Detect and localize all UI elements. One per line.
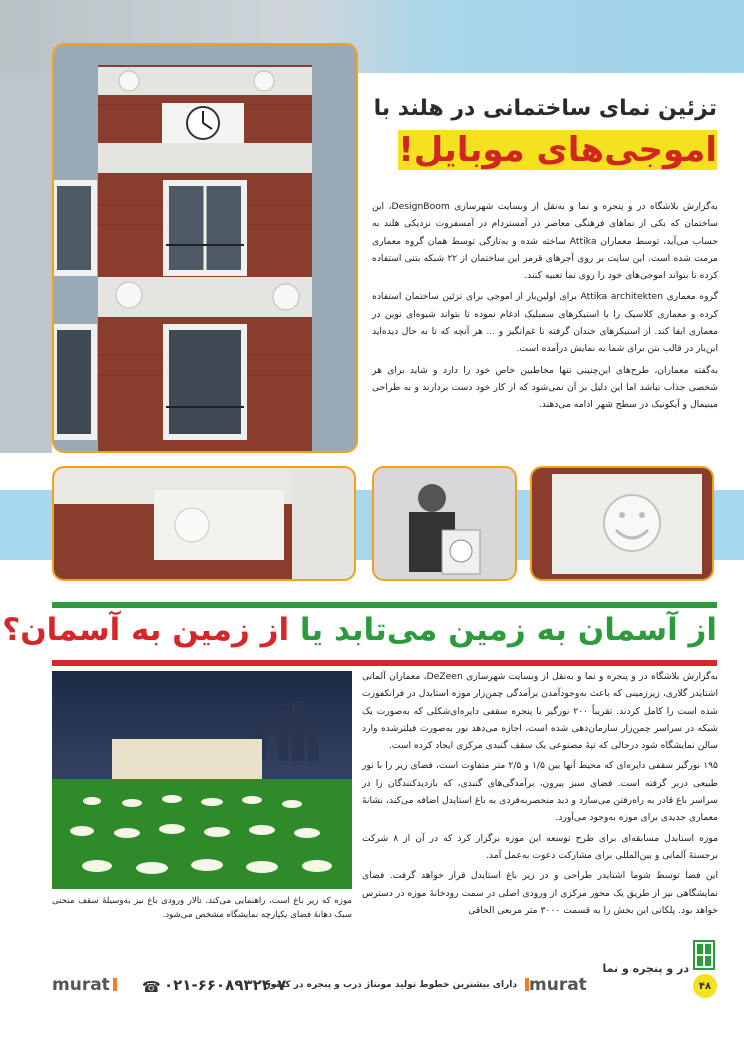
article1-paragraph-2: گروه معماری Attika architekten برای اولین‌بار از اموجی برای تزئین ساختمان استفاده کرده و معماری کلاسیک را با استیکرهای سمبلیک ادغام نموده تا بتواند شیوه‌ای نوین در معماری ایفا کند. از استیکرهای خندان گرفته تا غم‌انگیز و ... هر آنچه که تا به حال دیده‌اید این‌بار در قالب بتن برای شما به نمایش درآمده است. — [372, 291, 718, 355]
architect-photo — [372, 466, 517, 581]
article1-title-highlight: اموجی‌های موبایل! — [398, 130, 717, 170]
article1-paragraph-1: به‌گزارش بلاشگاه در و پنجره و نما و به‌نقل از وبسایت شهرسازی DesignBoom، این ساختمان که یکی از نماهای فرهنگی معاصر در آمستردام در آمسفروت نزدیکی هلند به حساب می‌آید، توسط معماران Attika ساخته شده و به‌تازگی توسط همان گروه معماری مرمت شده است. این سایت بر روی آجرهای قرمز این ساختمان از ۲۲ شبکه بتنی استفاده کرده تا بتواند اموجی‌های خود را روی نما تعبیه کنند. — [372, 201, 719, 282]
article1-paragraph-3: به‌گفته معماران، طرح‌های این‌چنینی تنها مخاطبین خاص خود را دارد و شاید برای هر شخصی جذاب نباشد اما این دلیل بر آن نمی‌شود که از کار خود دست بردارند و به طراحی مینیمال و آیکونیک در سطح شهر ادامه می‌دهند. — [372, 364, 718, 411]
article2-paragraph-3: موزه استایدل مسابقه‌ای برای طرح توسعه این موزه برگزار کرد که در آن از ۸ شرکت برجستهٔ آلمانی و بین‌المللی برای مشارکت دعوت به‌عمل آمد. — [362, 832, 718, 861]
footer — [52, 938, 717, 1008]
red-separator — [52, 660, 717, 666]
article1-title-line2 — [362, 130, 717, 170]
article2-headline-part1: از آسمان به زمین می‌تابد یا — [299, 612, 717, 648]
article2-body — [362, 668, 718, 919]
page-number: ۴۸ — [698, 980, 712, 992]
logo-text-right: murat — [529, 975, 587, 995]
article2-headline — [2, 612, 717, 648]
logo-text-left: murat — [52, 975, 110, 995]
page-number-badge — [693, 974, 717, 998]
article2-paragraph-2: ۱۹۵ نورگیر سقفی دایره‌ای که محیط آنها بین ۱/۵ و ۲/۵ متر متفاوت است، فضای زیر را با نور طبیعی دربر گرفته است. فضای سبز بیرون، برآمدگی‌های گنبدی، که بازدیدکنندگان را در سراسر باغ قادر به راه‌رفتن می‌سازد و دید منحصربه‌فردی به باغ استایدل اضافه می‌کند، نشانهٔ معماری جدیدی برای موزه به‌وجود می‌آورد. — [362, 760, 718, 824]
article2-paragraph-4: این فضا توسط شوما اشتایدر طراحی و در زیر باغ استایدل قرار خواهد گرفت. فضای نمایشگاهی نیز از طریق یک محور مرکزی از ورودی اصلی در سمت رودخانهٔ موزه در دسترس خواهد بود. پلکانی این بخش را به قسمت ۳۰۰۰ متر مربعی الحاقی — [362, 870, 718, 916]
museum-photo-caption: موزه که زیر باغ است، راهنمایی می‌کند. تالار ورودی باغ نیز به‌وسیلهٔ سقف منحنی سبک دهانهٔ فضای یکپارچه نمایشگاه مشخص می‌شود. — [52, 896, 352, 920]
murat-logo-left — [52, 975, 117, 995]
footer-tagline: دارای بیشترین خطوط تولید مونتاژ درب و پنجره در کشور — [265, 980, 517, 990]
window-logo-icon — [693, 940, 715, 970]
architect-illustration — [374, 468, 515, 579]
left-stripe — [0, 73, 52, 453]
article1-body — [372, 198, 718, 414]
murat-logo-right — [522, 975, 587, 995]
magazine-name: در و پنجره و نما — [602, 962, 689, 975]
museum-illustration — [52, 671, 352, 889]
article1-title-line1: تزئین نمای ساختمانی در هلند با — [373, 96, 717, 121]
logo-bar-icon-left — [113, 978, 117, 991]
facade-detail-illustration — [54, 468, 354, 579]
article2-headline-part2: از زمین به آسمان؟ — [2, 612, 290, 648]
museum-photo — [52, 671, 352, 889]
building-illustration — [54, 45, 356, 451]
emoji-closeup-photo — [530, 466, 714, 581]
emoji-closeup-illustration — [532, 468, 712, 579]
footer-phone: ۰۲۱-۶۶۰۸۹۳۲۴-۷ — [164, 976, 287, 994]
building-photo — [52, 43, 358, 453]
green-separator — [52, 602, 717, 608]
facade-detail-photo — [52, 466, 356, 581]
phone-icon: ☎ — [142, 978, 161, 996]
article2-paragraph-1: به‌گزارش بلاشگاه در و پنجره و نما و به‌نقل از وبسایت شهرسازی DeZeen، معماران آلمانی اشتایدر گلاری، زیرزمینی که باعث به‌وجودآمدن بر‌آمدگی چمن‌زار موزه استایدل در فرانکفورت شده است را کامل کردند. تقریباً ۲۰۰ نورگیر با پنجره سقفی دایره‌ای‌شکلی که به‌صورت یک شبکه در سراسر چمن‌زار سازمان‌دهی شده است، اجازه می‌دهد نور به‌صورت فیلترشده وارد سالن نمایشگاه شود درحالی که تپهٔ مصنوعی یک سقف گنبدی مرکزی ایجاد کرده است. — [362, 671, 718, 752]
